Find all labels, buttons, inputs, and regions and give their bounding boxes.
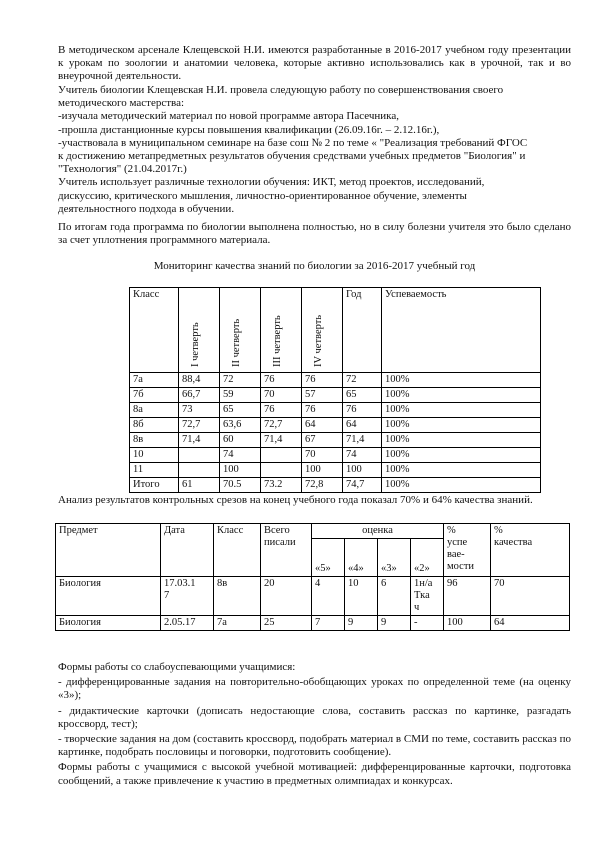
text-line: -прошла дистанционные курсы повышения квалификации (26.09.16г. – 2.12.16г.), [58,123,440,136]
paragraph-teacher-work [58,84,571,216]
header-cell-total: Всего писали [261,524,312,577]
table-cell: 71,4 [261,433,302,448]
table-cell [179,463,220,478]
table-cell: 6 [378,577,411,616]
table-cell: 4 [312,577,345,616]
table-cell: 8в [214,577,261,616]
table-cell: 74 [220,448,261,463]
header-cell-subject: Предмет [56,524,161,577]
table-cell: 67 [302,433,343,448]
table-cell [261,463,302,478]
paragraph-control-results: Анализ результатов контрольных срезов на конец учебного года показал 70% и 64% качества знаний. [58,494,533,506]
table-body [56,577,570,631]
table-cell: 76 [261,373,302,388]
table-cell: 63,6 [220,418,261,433]
table-cell: 76 [261,403,302,418]
table-cell: 72,7 [261,418,302,433]
table-cell: 7а [214,616,261,631]
text-line: "Технология" (21.04.2017г.) [58,163,187,176]
header-cell: II четверть [220,288,261,373]
header-cell-success: % успе вае- мости [444,524,491,577]
text-line: дискуссию, критического мышления, личностно-ориентированное обучение, элементы [58,189,467,202]
table-cell: 71,4 [343,433,382,448]
table-cell: Биология [56,577,161,616]
table-cell: 100% [382,388,541,403]
header-cell: I четверть [179,288,220,373]
text-line: Учитель использует различные технологии обучения: ИКТ, метод проектов, исследований, [58,176,485,189]
table-row [130,388,541,403]
table-cell: 71,4 [179,433,220,448]
table-cell: 1н/а Тка ч [411,577,444,616]
table-cell: 60 [220,433,261,448]
table-cell: 76 [302,373,343,388]
table-row [130,448,541,463]
table-cell: 76 [343,403,382,418]
header-cell: III четверть [261,288,302,373]
table-cell: 9 [345,616,378,631]
list-item: Формы работы с учащимися с высокой учебной мотивацией: дифференцированные карточки, подготовка сообщений, а также привлечение к участию в предметных олимпиадах и конкурсах. [58,761,571,787]
table-cell: 61 [179,478,220,493]
table-row [56,577,570,616]
table-cell: 100% [382,403,541,418]
table-cell: 100% [382,418,541,433]
grade-cell: «4» [345,539,378,577]
table-row [56,616,570,631]
table-cell: 10 [345,577,378,616]
text-line: -участвовала в муниципальном семинаре на базе сош № 2 по теме « "Реализация требований ФГОС [58,136,528,149]
table-cell: 72,7 [179,418,220,433]
list-item: - дидактические карточки (дописать недостающие слова, составить рассказ по картинке, разгадать кроссворд, тест); [58,704,571,730]
header-cell-grade: оценка [312,524,444,539]
table-cell: 100% [382,448,541,463]
table-cell: 100 [444,616,491,631]
table-cell: 100 [220,463,261,478]
table-cell: 88,4 [179,373,220,388]
table1-title: Мониторинг качества знаний по биологии за 2016-2017 учебный год [153,260,476,272]
table-cell: 70 [302,448,343,463]
table-cell: 70.5 [220,478,261,493]
table-cell: 72,8 [302,478,343,493]
table-cell: 59 [220,388,261,403]
table-header-row [56,524,570,539]
table-cell [179,448,220,463]
table-cell: 66,7 [179,388,220,403]
table-cell: 72 [220,373,261,388]
header-cell: Класс [130,288,179,373]
header-cell-class: Класс [214,524,261,577]
paragraph-work-forms [58,661,571,788]
table-cell: 65 [343,388,382,403]
text-line: Учитель биологии Клещевская Н.И. провела следующую работу по совершенствования своего [58,84,504,96]
header-cell: IV четверть [302,288,343,373]
paragraph-arsenal: В методическом арсенале Клещевской Н.И. имеются разработанные в 2016-2017 учебном году презентации к урокам по зоологии и анатомии человека, которые активно использовались как в урочной, так и во внеурочной деятельности. [58,44,571,83]
paragraph-program-results: По итогам года программа по биологии выполнена полностью, но в силу болезни учителя это было сделано за счет уплотнения программного материала. [58,221,571,247]
text-line: методического мастерства: [58,97,185,110]
table-cell: 70 [261,388,302,403]
header-cell-date: Дата [161,524,214,577]
grade-cell: «5» [312,539,345,577]
table-cell: 64 [343,418,382,433]
text-line: к достижению метапредметных результатов обучения средствами учебных предметов "Биология" и [58,150,526,163]
table-cell: - [411,616,444,631]
list-item: - творческие задания на дом (составить кроссворд, подобрать материал в СМИ по теме, составить рассказ по картинке, подобрать пословицы и поговорки, подготовить сообщение). [58,733,571,759]
table-cell: 100 [302,463,343,478]
table-cell: 8б [130,418,179,433]
table-cell: 57 [302,388,343,403]
table-cell [261,448,302,463]
header-cell-quality: % качества [491,524,570,577]
table-cell: 10 [130,448,179,463]
table-cell: 74,7 [343,478,382,493]
table-cell: 74 [343,448,382,463]
table-header-row [130,288,541,373]
table-row [130,418,541,433]
table-cell: 17.03.1 7 [161,577,214,616]
table-cell: 8в [130,433,179,448]
text-line: Формы работы со слабоуспевающими учащимися: [58,661,296,673]
grade-cell: «3» [378,539,411,577]
table-cell: 11 [130,463,179,478]
table-row [130,373,541,388]
table-cell: 73 [179,403,220,418]
table-cell: 64 [491,616,570,631]
table-cell: 2.05.17 [161,616,214,631]
header-cell: Успеваемость [382,288,541,373]
table-cell: 100% [382,478,541,493]
table-cell: 100% [382,463,541,478]
table-row [130,433,541,448]
table-cell: 8а [130,403,179,418]
grade-cell: «2» [411,539,444,577]
table-cell: 100% [382,433,541,448]
table-row [130,478,541,493]
table-cell: 64 [302,418,343,433]
table-row [130,463,541,478]
table-cell: Итого [130,478,179,493]
table-cell: 96 [444,577,491,616]
table-cell: 20 [261,577,312,616]
table-cell: 65 [220,403,261,418]
table-cell: 72 [343,373,382,388]
control-test-table [55,523,570,631]
table-row [130,403,541,418]
table-cell: 9 [378,616,411,631]
table-body [130,373,541,493]
table-cell: 70 [491,577,570,616]
text-line: деятельностного подхода в обучении. [58,202,235,215]
table-cell: 7а [130,373,179,388]
text-line: -изучала методический материал по новой программе автора Пасечника, [58,110,399,123]
quality-monitoring-table [129,287,541,493]
table-cell: 25 [261,616,312,631]
table-cell: 100 [343,463,382,478]
table-cell: 76 [302,403,343,418]
table-cell: 100% [382,373,541,388]
table-cell: 7 [312,616,345,631]
table-cell: Биология [56,616,161,631]
table-cell: 7б [130,388,179,403]
table-cell: 73.2 [261,478,302,493]
list-item: - дифференцированные задания на повторительно-обобщающих уроках по определенной теме (на оценку «3»); [58,676,571,702]
header-cell: Год [343,288,382,373]
